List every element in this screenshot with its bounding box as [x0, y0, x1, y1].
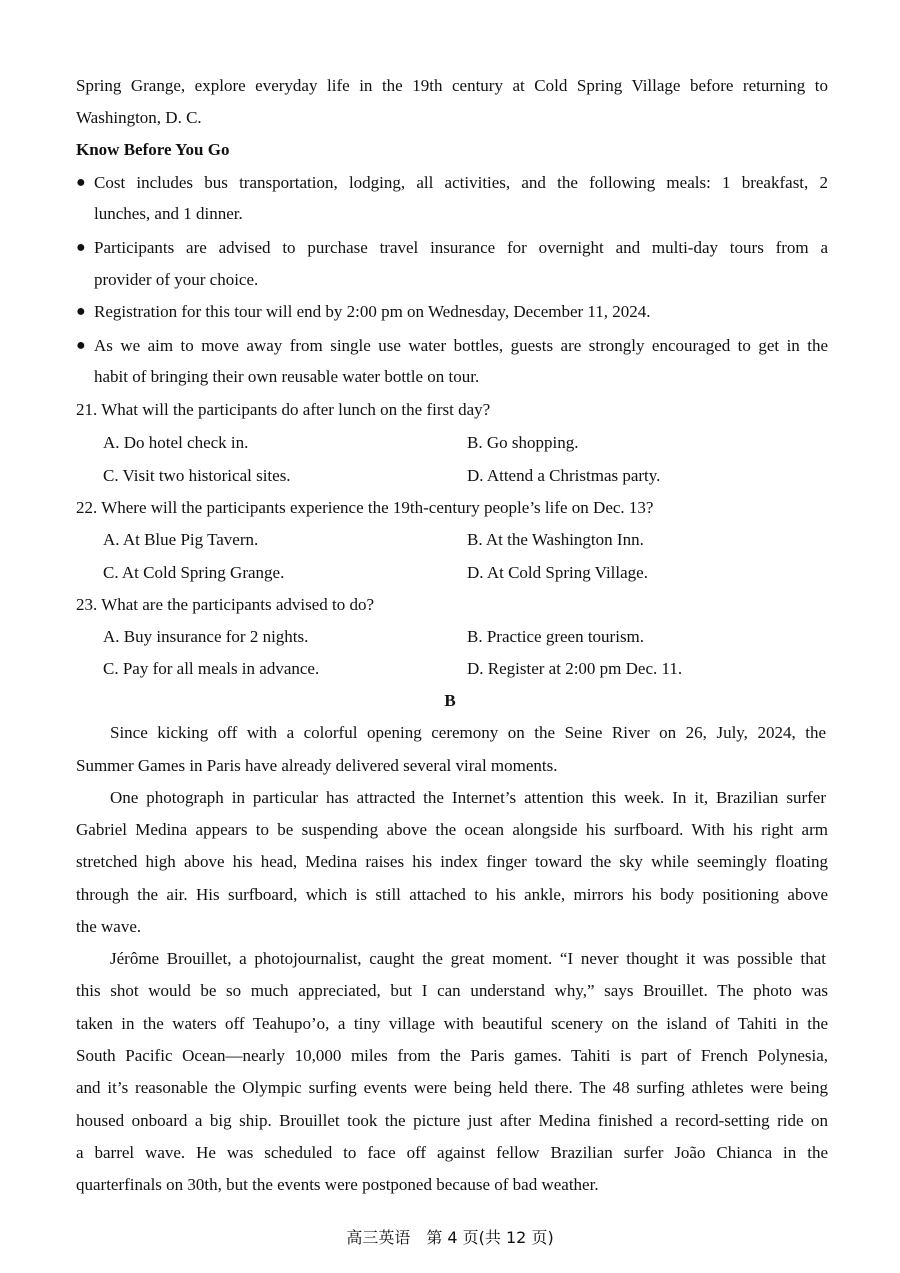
passage-line: this shot would be so much appreciated, but I can understand why,” says Brouillet. The photo was [76, 981, 828, 1000]
passage-line: through the air. His surfboard, which is still attached to his ankle, mirrors his body positioning above [76, 885, 828, 904]
passage-line: housed onboard a big ship. Brouillet took the picture just after Medina finished a record-setting ride on [76, 1111, 828, 1130]
answer-option: B. At the Washington Inn. [467, 530, 644, 549]
answer-option: C. Pay for all meals in advance. [103, 659, 320, 678]
answer-option: D. Register at 2:00 pm Dec. 11. [467, 659, 683, 678]
passage-line: quarterfinals on 30th, but the events were postponed because of bad weather. [76, 1175, 599, 1194]
bullet-dot: ● [76, 174, 86, 191]
answer-option: A. Buy insurance for 2 nights. [103, 627, 309, 646]
bullet-text: Registration for this tour will end by 2:00 pm on Wednesday, December 11, 2024. [94, 302, 651, 321]
passage-line: stretched high above his head, Medina raises his index finger toward the sky while seemingly floating [76, 852, 828, 871]
bullet-dot: ● [76, 337, 86, 354]
passage-line: Gabriel Medina appears to be suspending above the ocean alongside his surfboard. With his right arm [76, 820, 828, 839]
passage-line: a barrel wave. He was scheduled to face off against fellow Brazilian surfer João Chianca in the [76, 1143, 828, 1162]
question-stem: 21. What will the participants do after lunch on the first day? [76, 400, 491, 419]
passage-line: Summer Games in Paris have already delivered several viral moments. [76, 756, 558, 775]
bullet-dot: ● [76, 303, 86, 320]
passage-line: South Pacific Ocean—nearly 10,000 miles from the Paris games. Tahiti is part of French Polynesia, [76, 1046, 828, 1065]
bullet-text: lunches, and 1 dinner. [94, 204, 243, 223]
passage-line: Since kicking off with a colorful opening ceremony on the Seine River on 26, July, 2024, the [110, 723, 826, 742]
passage-line: the wave. [76, 917, 142, 936]
answer-option: A. At Blue Pig Tavern. [103, 530, 259, 549]
bullet-text: provider of your choice. [94, 270, 259, 289]
intro-line: Spring Grange, explore everyday life in the 19th century at Cold Spring Village before returning to [76, 76, 828, 95]
bullet-text: Participants are advised to purchase travel insurance for overnight and multi-day tours from a [94, 238, 828, 257]
page-footer: 高三英语 第 4 页(共 12 页) [346, 1228, 554, 1247]
intro-line: Washington, D. C. [76, 108, 202, 127]
passage-line: and it’s reasonable the Olympic surfing events were being held there. The 48 surfing athletes were being [76, 1078, 828, 1097]
answer-option: B. Go shopping. [467, 433, 579, 452]
passage-line: One photograph in particular has attracted the Internet’s attention this week. In it, Brazilian surfer [110, 788, 826, 807]
know-before-heading: Know Before You Go [76, 140, 230, 159]
question-stem: 22. Where will the participants experience the 19th-century people’s life on Dec. 13? [76, 498, 654, 517]
bullet-dot: ● [76, 239, 86, 256]
answer-option: D. Attend a Christmas party. [467, 466, 661, 485]
answer-option: A. Do hotel check in. [103, 433, 249, 452]
answer-option: C. Visit two historical sites. [103, 466, 291, 485]
answer-option: C. At Cold Spring Grange. [103, 563, 285, 582]
answer-option: B. Practice green tourism. [467, 627, 645, 646]
question-stem: 23. What are the participants advised to do? [76, 595, 375, 614]
passage-line: taken in the waters off Teahupo’o, a tiny village with beautiful scenery on the island of Tahiti in the [76, 1014, 828, 1033]
passage-line: Jérôme Brouillet, a photojournalist, caught the great moment. “I never thought it was possible that [110, 949, 826, 968]
bullet-text: Cost includes bus transportation, lodging, all activities, and the following meals: 1 breakfast, 2 [94, 173, 828, 192]
answer-option: D. At Cold Spring Village. [467, 563, 648, 582]
bullet-text: habit of bringing their own reusable water bottle on tour. [94, 367, 480, 386]
section-heading-b: B [444, 691, 456, 710]
bullet-text: As we aim to move away from single use water bottles, guests are strongly encouraged to get in the [94, 336, 828, 355]
